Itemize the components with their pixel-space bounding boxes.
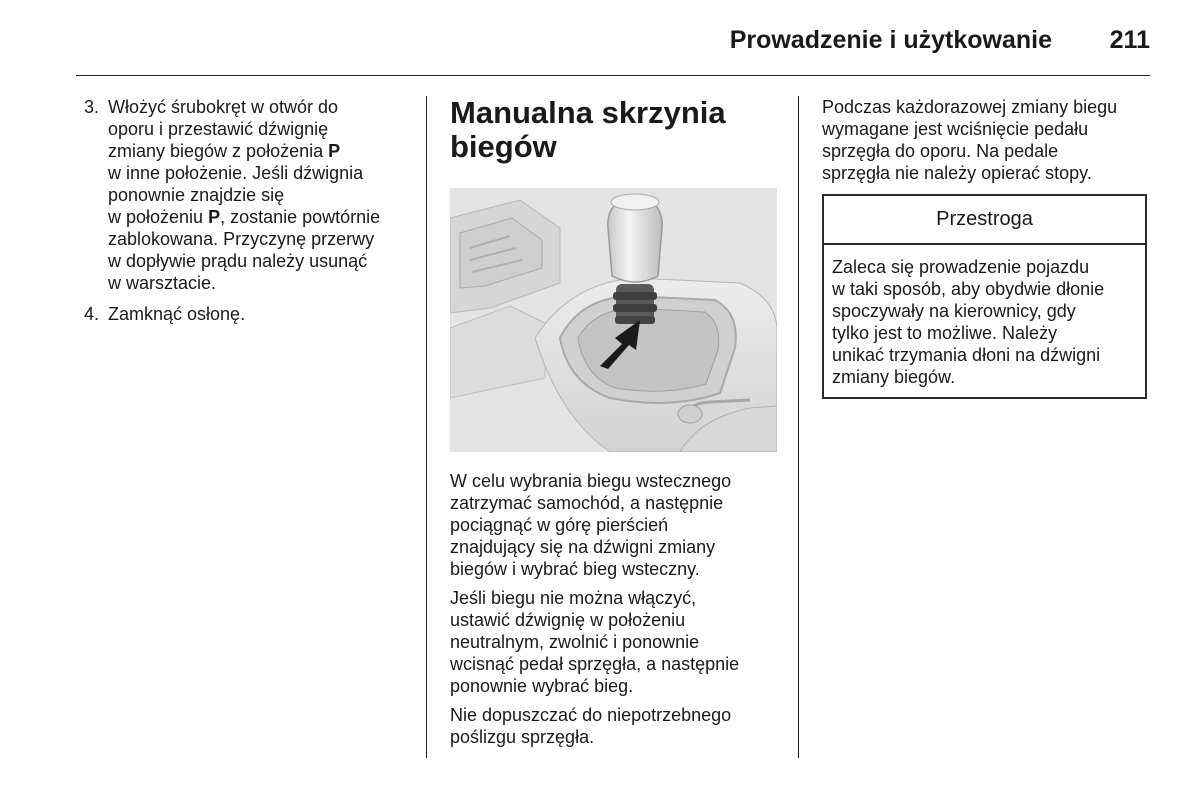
paragraph: Nie dopuszczać do niepotrzebnego poślizgu sprzęgła. [450,705,732,747]
caution-title: Przestroga [824,196,1145,245]
position-p-label: P [328,141,341,161]
caution-box [822,194,1147,399]
position-p-label: P [208,207,221,227]
text-line: Włożyć śrubokręt w otwór do [108,97,339,117]
paragraph: W celu wybrania biegu wstecznego zatrzymać samochód, a następnie pociągnąć w górę pierścień znajdujący się na dźwigni zmiany biegów i wybrać bieg wsteczny. [450,471,732,579]
column-divider-right [798,96,799,758]
text-line: zablokowana. Przyczynę przerwy [108,229,375,249]
text-line: w inne położenie. Jeśli dźwignia [108,163,364,183]
text-line: w dopływie prądu należy usunąć [108,251,368,271]
middle-column [450,95,780,747]
caution-text: Zaleca się prowadzenie pojazdu w taki sposób, aby obydwie dłonie spoczywały na kierownicy, gdy tylko jest to możliwe. Należy unikać trzymania dłoni na dźwigni zmiany biegów. [832,257,1105,387]
left-column [84,96,414,334]
list-item [84,96,414,294]
header-divider [76,75,1150,76]
step-text [108,303,414,325]
section-heading: Manualna skrzynia biegów [450,95,726,164]
column-divider-left [426,96,427,758]
step-number: 4. [84,304,100,324]
text-line: oporu i przestawić dźwignię [108,119,329,139]
right-column [822,96,1152,184]
step-number: 3. [84,97,100,117]
page-number: 211 [1109,26,1150,54]
gear-lever-illustration [450,188,777,452]
text-line: zmiany biegów z położenia P [108,141,341,161]
text-line: ponownie znajdzie się [108,185,285,205]
intro-paragraph: Podczas każdorazowej zmiany biegu wymagane jest wciśnięcie pedału sprzęgła do oporu. Na pedale sprzęgła nie należy opierać stopy. [822,97,1118,183]
running-header-title: Prowadzenie i użytkowanie [729,26,1052,54]
text-line: w warsztacie. [108,273,217,293]
paragraph: Jeśli biegu nie można włączyć, ustawić dźwignię w położeniu neutralnym, zwolnić i ponownie wcisnąć pedał sprzęgła, a następnie ponownie wybrać bieg. [450,588,740,696]
step-text [108,96,414,294]
list-item [84,303,414,325]
caution-body [824,245,1145,388]
text-line: w położeniu P, zostanie powtórnie [108,207,381,227]
middle-paragraphs [450,470,780,755]
text-line: Zamknąć osłonę. [108,304,246,324]
